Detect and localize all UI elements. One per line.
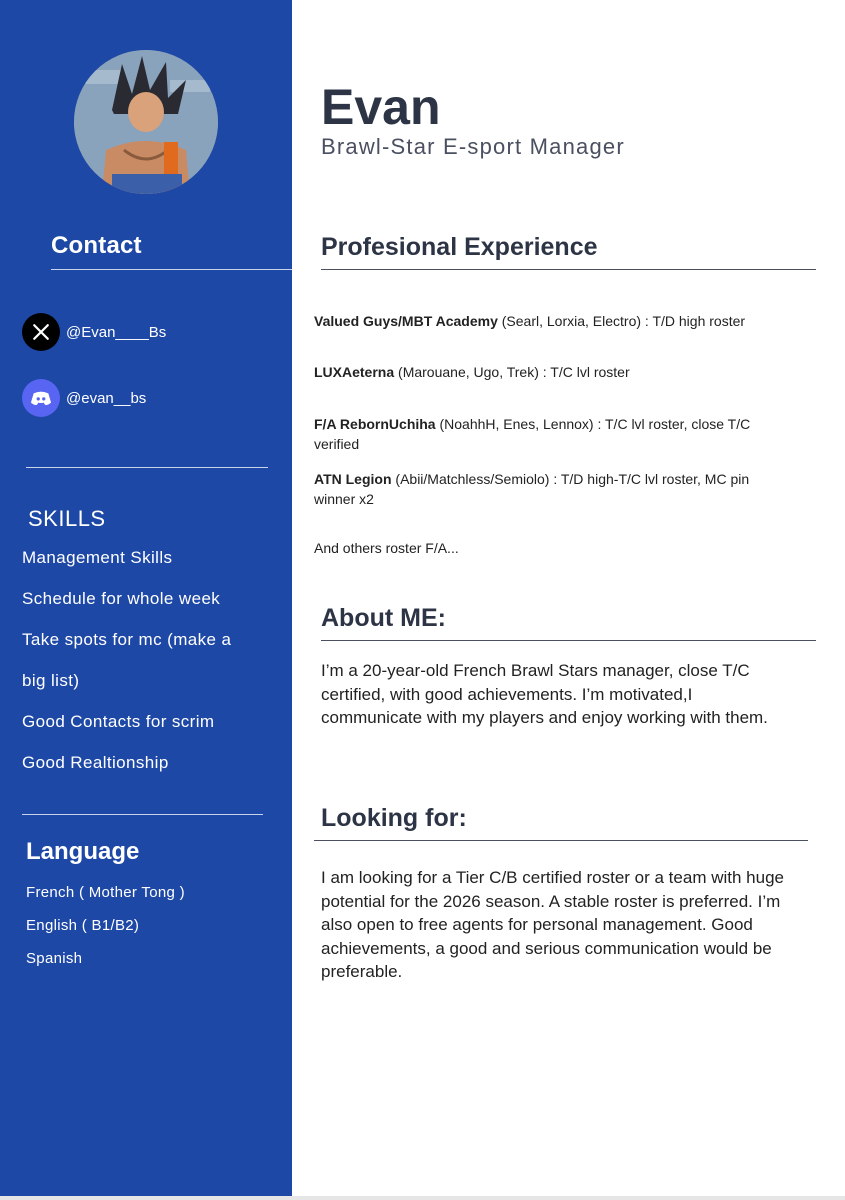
skills-heading: SKILLS [28,506,106,531]
experience-team: ATN Legion [314,471,392,487]
avatar-illustration [74,50,218,194]
contact-heading: Contact [51,232,142,259]
experience-others: And others roster F/A... [314,540,459,556]
skill-item: Management Skills [22,548,173,567]
language-item: English ( B1/B2) [26,917,140,934]
language-divider [22,814,263,815]
experience-item [314,414,784,454]
skill-item: big list) [22,671,80,690]
experience-item [314,362,784,382]
looking-for-text: I am looking for a Tier C/B certified roster or a team with huge potential for the 2026 season. A stable roster is preferred. I’m also open to free agents for personal management. Good achievements, a good and serious communication would be preferable. [321,868,784,981]
looking-for-heading: Looking for: [321,804,467,832]
experience-item [314,469,784,509]
page-bottom-edge [0,1196,845,1200]
avatar [74,50,218,194]
contact-x-handle: @Evan____Bs [66,323,167,341]
skill-item: Schedule for whole week [22,589,221,608]
language-item: Spanish [26,950,83,967]
sidebar [0,0,292,1196]
language-list [26,876,185,975]
experience-team: LUXAeterna [314,364,395,380]
experience-details: (Abii/Matchless/Semiolo) : T/D high-T/C lvl roster, MC pin winner x2 [314,471,750,507]
experience-heading: Profesional Experience [321,233,598,261]
experience-details: (NoahhH, Enes, Lennox) : T/C lvl roster, close T/C verified [314,416,751,452]
contact-item-discord[interactable] [22,379,146,417]
contact-divider [51,269,292,270]
looking-for-divider [314,840,808,841]
experience-item [314,311,784,331]
experience-details: (Marouane, Ugo, Trek) : T/C lvl roster [394,364,630,380]
profile-name: Evan [321,79,441,135]
skills-list [22,537,282,783]
skills-divider [26,467,268,468]
contact-discord-handle: @evan__bs [66,389,147,407]
language-heading: Language [26,838,140,865]
x-logo-icon [22,313,60,351]
profile-role: Brawl-Star E-sport Manager [321,134,625,159]
about-text: I’m a 20-year-old French Brawl Stars manager, close T/C certified, with good achievements. I’m motivated,I communicate with my players and enjoy working with them. [321,661,768,727]
about-divider [321,640,816,641]
discord-logo-icon [22,379,60,417]
experience-divider [321,269,816,270]
contact-item-x[interactable] [22,313,166,351]
skill-item: Good Realtionship [22,753,169,772]
experience-team: F/A RebornUchiha [314,416,436,432]
language-item: French ( Mother Tong ) [26,884,185,901]
experience-team: Valued Guys/MBT Academy [314,313,498,329]
skill-item: Good Contacts for scrim [22,712,215,731]
experience-details: (Searl, Lorxia, Electro) : T/D high roster [497,313,746,329]
skill-item: Take spots for mc (make a [22,630,232,649]
about-heading: About ME: [321,604,446,632]
